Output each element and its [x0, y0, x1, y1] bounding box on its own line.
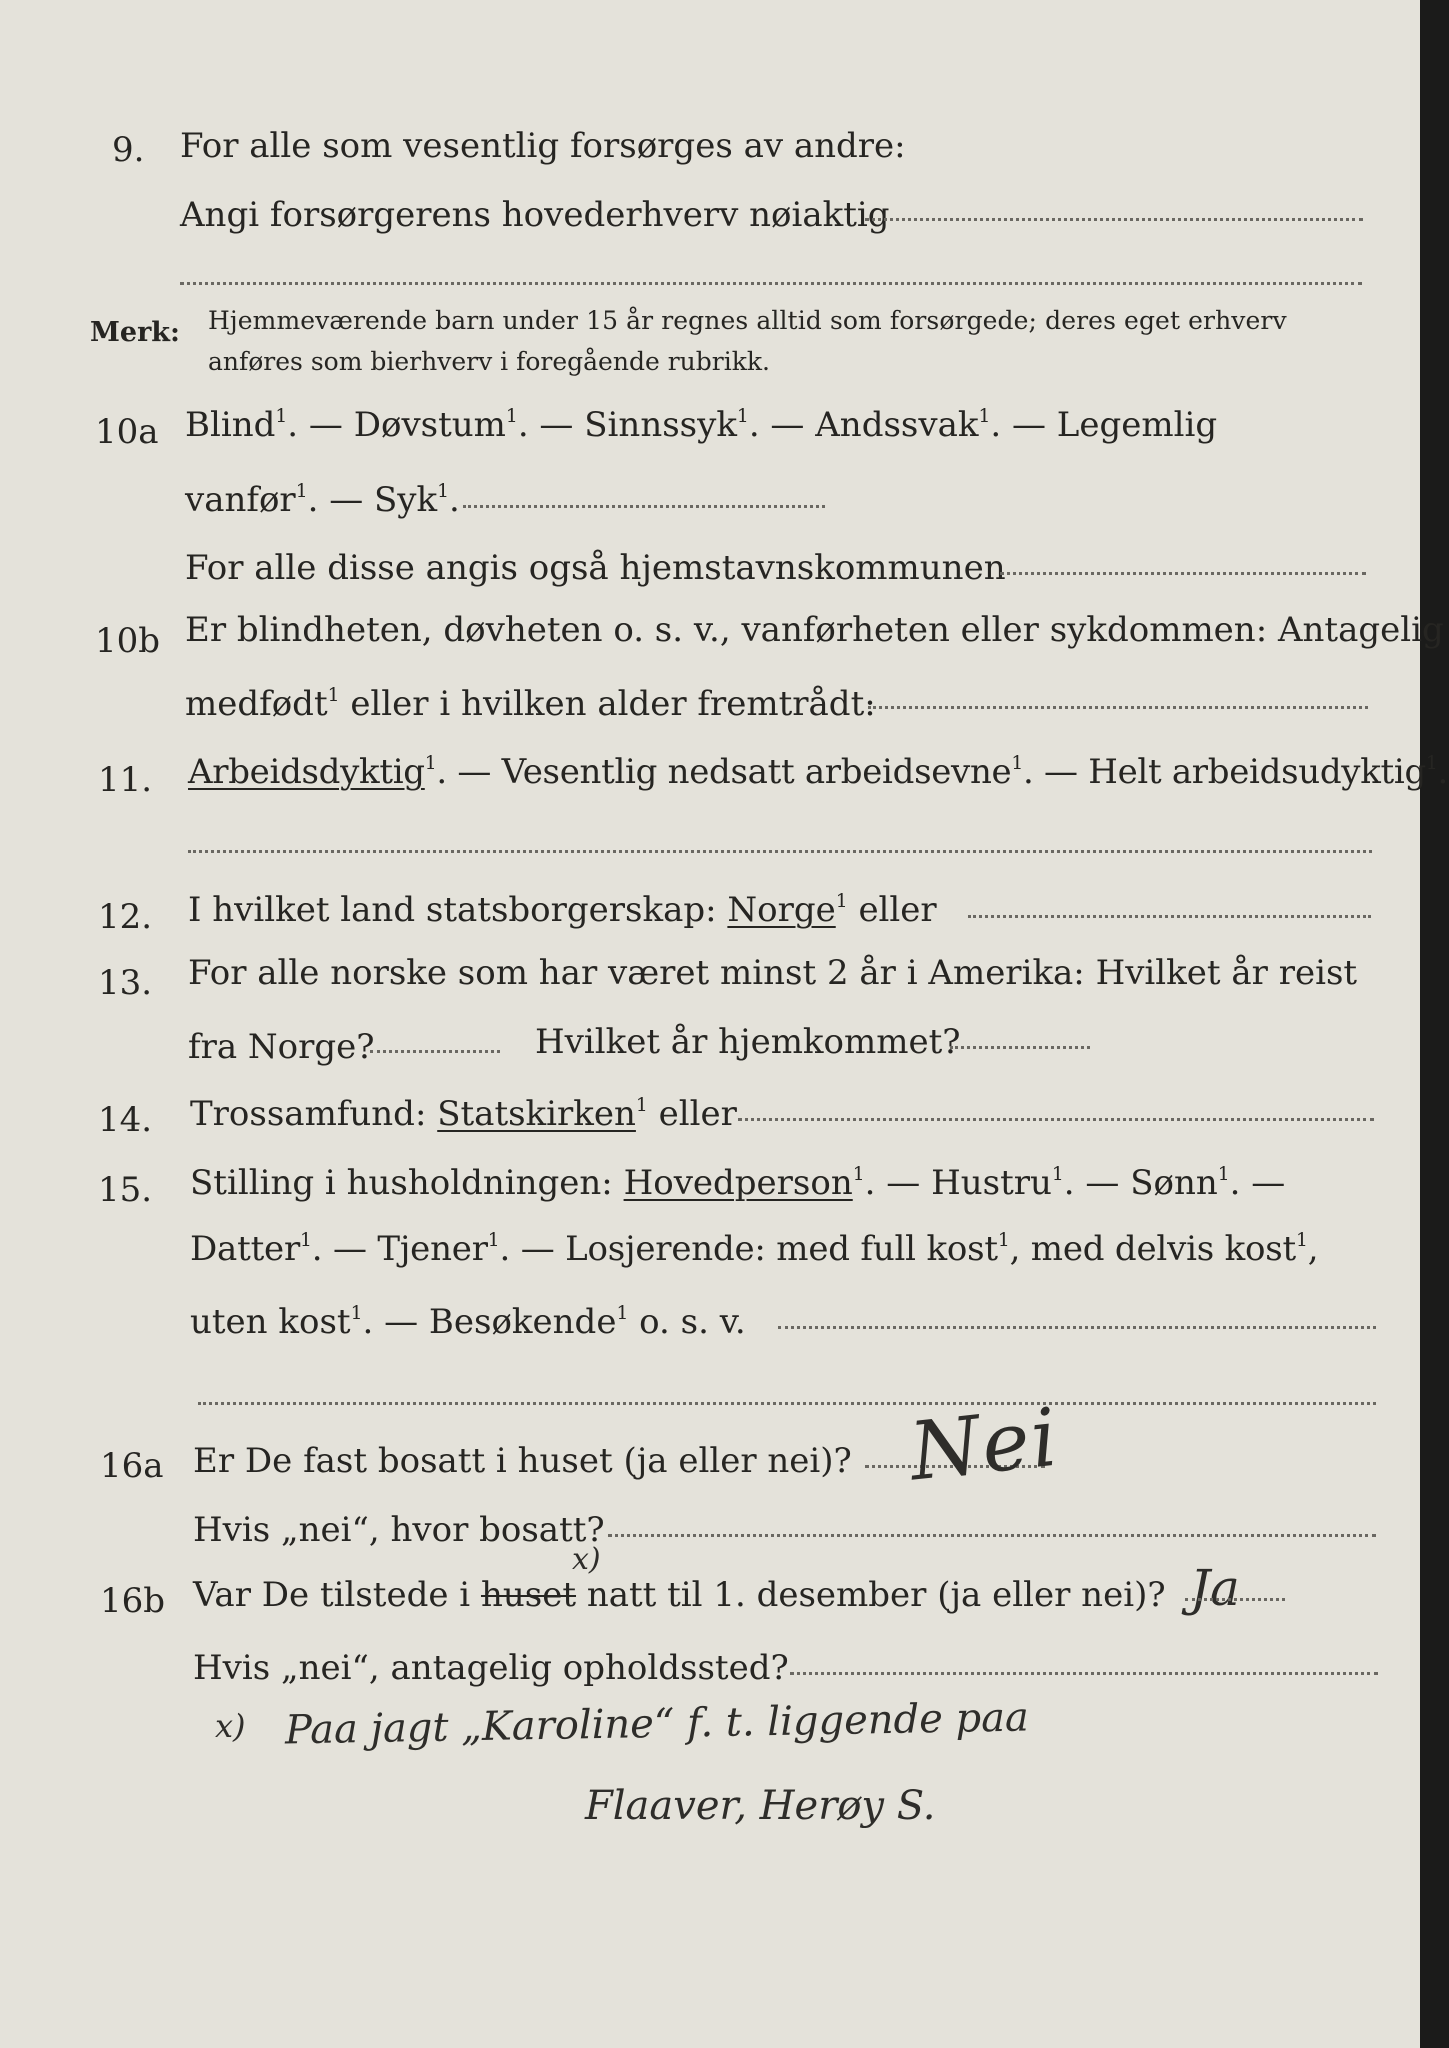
option-uten-kost: uten kost [190, 1302, 351, 1342]
q9-answer-line [865, 218, 1363, 221]
option-vanfor: vanfør [185, 480, 296, 520]
q12-line: I hvilket land statsborgerskap: Norge$^1$ eller [188, 890, 937, 930]
q16a-number: 16a [100, 1446, 164, 1486]
q12-answer-line [968, 915, 1371, 918]
q10a-line1: Blind$^1$. — Døvstum$^1$. — Sinnssyk$^1$. — Andssvak$^1$. — Legemlig [185, 405, 1218, 445]
q9-number: 9. [112, 130, 145, 170]
footnote-line1: Paa jagt „Karoline“ f. t. liggende paa [284, 1694, 1030, 1754]
q16b-answer-line [1185, 1598, 1285, 1601]
q16a-line2: Hvis „nei“, hvor bosatt? [193, 1510, 605, 1550]
q9-line2: Angi forsørgerens hovederhverv nøiaktig [180, 195, 890, 235]
q16b-opholdssted-line [790, 1672, 1378, 1675]
q11-line: Arbeidsdyktig$^1$. — Vesentlig nedsatt arbeidsevne$^1$. — Helt arbeidsudyktig$^1$. [188, 752, 1449, 792]
q13-line2b: Hvilket år hjemkommet? [535, 1022, 961, 1062]
q10a-line2: vanfør$^1$. — Syk$^1$. [185, 480, 460, 520]
q11-number: 11. [98, 760, 153, 800]
option-medfodt: medfødt [185, 684, 328, 724]
option-hustru: Hustru [931, 1163, 1052, 1203]
option-dovstum: Døvstum [353, 405, 506, 445]
option-besokende: Besøkende [428, 1302, 617, 1342]
q10a-number: 10a [95, 412, 159, 452]
q10a-line3: For alle disse angis også hjemstavnskommunen [185, 548, 1006, 588]
q13-line2a: fra Norge? [188, 1027, 375, 1067]
q9-answer-line-2 [180, 282, 1362, 285]
option-norge: Norge [727, 890, 836, 930]
option-legemlig: Legemlig [1056, 405, 1218, 445]
option-statskirken: Statskirken [437, 1094, 636, 1134]
q9-line1: For alle som vesentlig forsørges av andre: [180, 126, 906, 166]
q14-number: 14. [98, 1100, 153, 1140]
option-delvis-kost: med delvis kost [1030, 1229, 1296, 1269]
merk-label: Merk: [90, 317, 180, 348]
q15-line3: uten kost$^1$. — Besøkende$^1$ o. s. v. [190, 1302, 746, 1342]
q10b-line1: Er blindheten, døvheten o. s. v., vanførheten eller sykdommen: Antagelig [185, 610, 1444, 650]
q16a-handwritten-answer: Nei [905, 1390, 1064, 1499]
q15-answer-line-2 [198, 1402, 1376, 1405]
q11-answer-line [188, 850, 1372, 853]
q13-number: 13. [98, 963, 153, 1003]
q10b-number: 10b [95, 621, 161, 661]
q10b-line2: medfødt$^1$ eller i hvilken alder fremtrådt: [185, 684, 876, 724]
q16b-insertion-mark: x) [572, 1542, 601, 1577]
q16b-handwritten-answer: Ja [1190, 1559, 1240, 1617]
q10a-kommune-line [1000, 572, 1366, 575]
option-tjener: Tjener [377, 1229, 488, 1269]
option-sonn: Sønn [1130, 1163, 1218, 1203]
option-nedsatt: Vesentlig nedsatt arbeidsevne [501, 752, 1012, 792]
q10b-answer-line [868, 706, 1368, 709]
q14-answer-line [738, 1118, 1374, 1121]
q15-line1: Stilling i husholdningen: Hovedperson$^1$. — Hustru$^1$. — Sønn$^1$. — [190, 1163, 1286, 1203]
q10a-answer-line [463, 505, 825, 508]
footnote-mark: x) [215, 1707, 246, 1745]
option-arbeidsdyktig: Arbeidsdyktig [188, 752, 425, 792]
q13-hjemkommet-line [950, 1046, 1090, 1049]
q16b-line2: Hvis „nei“, antagelig opholdssted? [193, 1648, 789, 1688]
q16b-line1: Var De tilstede i huset natt til 1. desember (ja eller nei)? [193, 1575, 1166, 1615]
option-sinnssyk: Sinnssyk [584, 405, 737, 445]
footnote-line2: Flaaver, Herøy S. [585, 1783, 936, 1829]
q15-answer-line [778, 1326, 1376, 1329]
q13-reist-line [370, 1050, 500, 1053]
q16a-bosatt-line [608, 1534, 1376, 1537]
q16a-line1: Er De fast bosatt i huset (ja eller nei)? [193, 1441, 852, 1481]
struck-word-huset: huset [480, 1575, 577, 1615]
option-full-kost: med full kost [776, 1229, 998, 1269]
q14-line: Trossamfund: Statskirken$^1$ eller [190, 1094, 737, 1134]
option-syk: Syk [374, 480, 438, 520]
option-blind: Blind [185, 405, 276, 445]
q12-number: 12. [98, 897, 153, 937]
merk-line1: Hjemmeværende barn under 15 år regnes alltid som forsørgede; deres eget erhverv [208, 306, 1287, 335]
option-udyktig: Helt arbeidsudyktig [1088, 752, 1426, 792]
merk-line2: anføres som bierhverv i foregående rubrikk. [208, 347, 770, 376]
option-hovedperson: Hovedperson [623, 1163, 853, 1203]
q16b-number: 16b [100, 1581, 166, 1621]
q13-line1: For alle norske som har været minst 2 år i Amerika: Hvilket år reist [188, 953, 1358, 993]
option-andssvak: Andssvak [815, 405, 979, 445]
q15-line2: Datter$^1$. — Tjener$^1$. — Losjerende: med full kost$^1$, med delvis kost$^1$, [190, 1229, 1319, 1269]
q15-number: 15. [98, 1170, 153, 1210]
option-datter: Datter [190, 1229, 301, 1269]
